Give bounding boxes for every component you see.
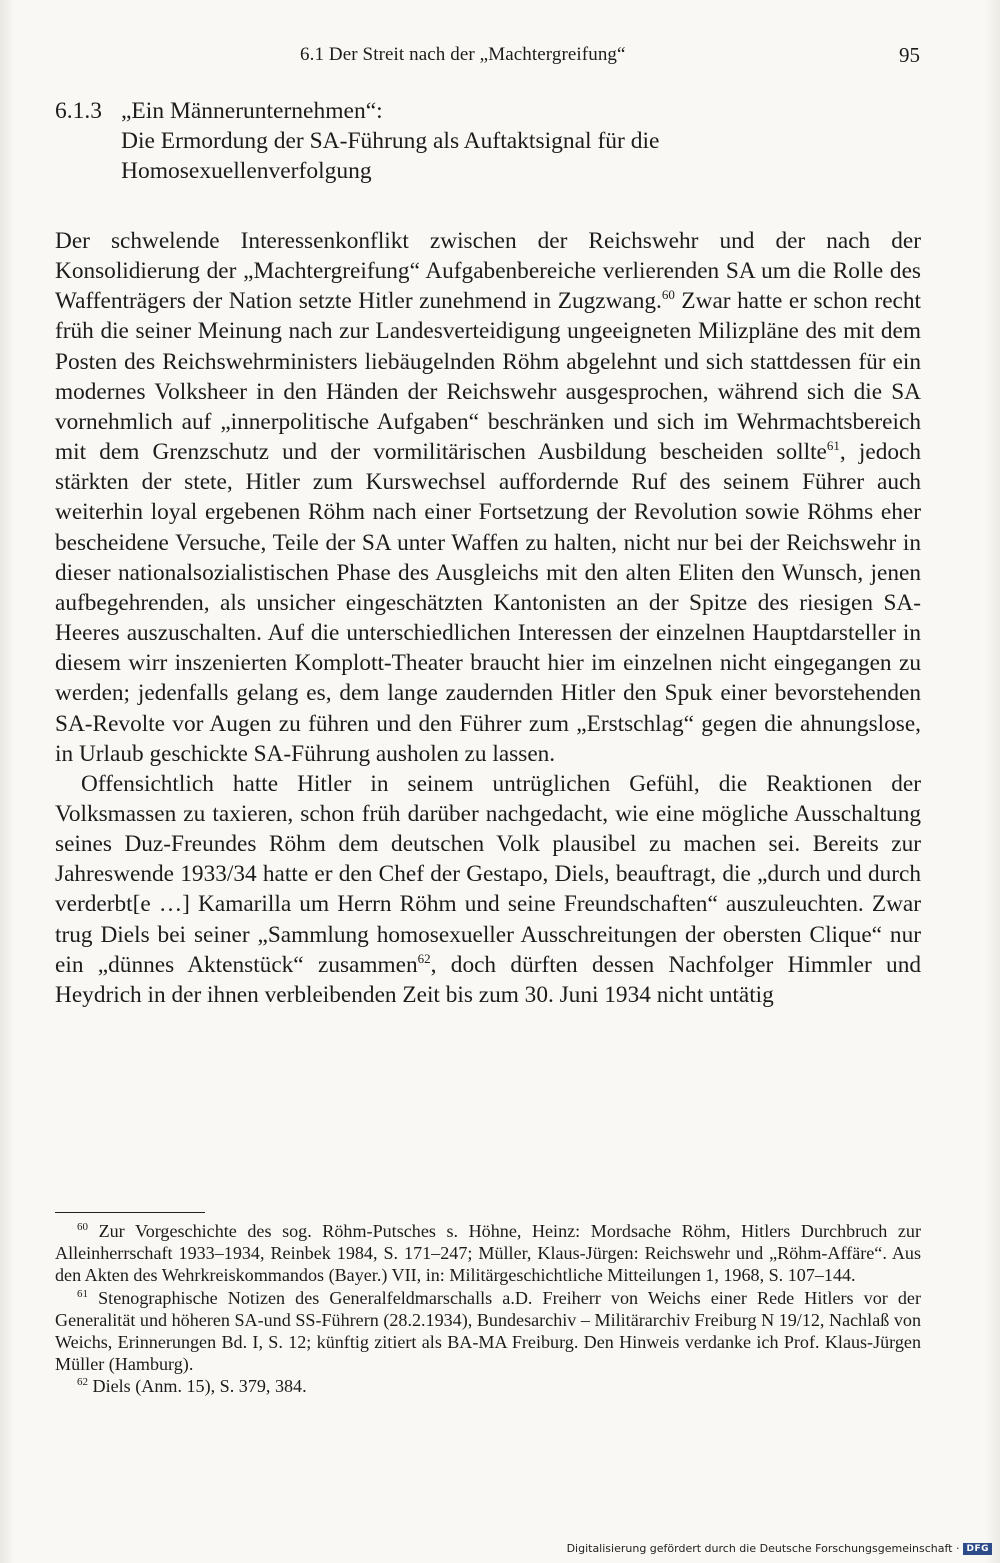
section-number: 6.1.3 bbox=[55, 98, 102, 124]
paragraph-2-part-a: Offensichtlich hatte Hitler in seinem untrüglichen Gefühl, die Reaktionen der Volksmassen zu taxieren, schon früh darüber nachgedacht, wie eine mögliche Ausschaltung seines Duz-Freundes Röhm dem deutschen Volk plausibel zu machen sei. Bereits zur Jahreswende 1933/34 hatte er den Chef der Gestapo, Diels, beauftragt, die „durch und durch verderbt[e …] Kamarilla um Herrn Röhm und seine Freundschaften“ auszuleuchten. Zwar trug Diels bei seiner „Sammlung homosexueller Ausschreitungen der obersten Clique“ nur ein „dünnes Aktenstück“ zusammen bbox=[55, 770, 921, 978]
digitization-credit bbox=[567, 1542, 992, 1555]
footnote-number: 60 bbox=[77, 1221, 88, 1233]
footnote-text: Diels (Anm. 15), S. 379, 384. bbox=[88, 1376, 307, 1397]
dfg-logo-icon: DFG bbox=[963, 1543, 992, 1555]
credit-text: Digitalisierung gefördert durch die Deutsche Forschungsgemeinschaft · bbox=[566, 1542, 960, 1555]
paragraph-1-part-c: , jedoch stärkten der stete, Hitler zum Kurswechsel auffordernde Ruf des seinem Führer auch weiterhin loyal ergebenen Röhm nach einer Fortsetzung der Revolution sowie Röhms eher bescheidene Versuche, Teile der SA unter Waffen zu halten, nicht nur bei der Reichswehr in dieser nationalsozialistischen Phase des Ausgleichs mit den alten Eliten den Wunsch, jenen aufbegehrenden, als unsicher eingeschätzten Kantonisten an der Spitze des riesigen SA-Heeres auszuschalten. Auf die unterschiedlichen Interessen der einzelnen Hauptdarsteller in diesem wirr inszenierten Komplott-Theater braucht hier im einzelnen nicht eingegangen zu werden; jedenfalls gelang es, dem lange zaudernden Hitler den Spuk einer bevorstehenden SA-Revolte vor Augen zu führen und den Führer zum „Erstschlag“ gegen die ahnungslose, in Urlaub geschickte SA-Führung ausholen zu lassen. bbox=[55, 439, 922, 767]
page-number: 95 bbox=[899, 43, 920, 67]
footnote-ref-62: 62 bbox=[417, 950, 431, 966]
running-head bbox=[300, 40, 920, 70]
body-text bbox=[55, 226, 921, 1010]
footnote-60 bbox=[55, 1220, 921, 1287]
section-title-line2: Die Ermordung der SA-Führung als Auftaktsignal für die bbox=[121, 128, 660, 154]
footnote-number: 62 bbox=[77, 1376, 88, 1389]
section-title-line1: „Ein Männerunternehmen“: bbox=[121, 98, 383, 124]
footnote-text: Zur Vorgeschichte des sog. Röhm-Putsches s. Höhne, Heinz: Mordsache Röhm, Hitlers Durchbruch zur Alleinherrschaft 1933–1934, Reinbek 1984, S. 171–247; Müller, Klaus-Jürgen: Reichswehr und „Röhm-Affäre“. Aus den Akten des Wehrkreiskommandos (Bayer.) VII, in: Militärgeschichtliche Mitteilungen 1, 1968, S. 107–144. bbox=[55, 1221, 921, 1286]
section-heading bbox=[55, 96, 915, 186]
footnote-divider bbox=[55, 1212, 205, 1213]
running-head-title: 6.1 Der Streit nach der „Machtergreifung“ bbox=[300, 44, 626, 65]
footnote-number: 61 bbox=[77, 1287, 88, 1300]
paragraph-1-part-a: Der schwelende Interessenkonflikt zwischen der Reichswehr und der nach der Konsolidierung der „Machtergreifung“ Aufgabenbereiche verlierenden SA um die Rolle des Waffenträgers der Nation setzte Hitler zunehmend in Zugzwang. bbox=[55, 228, 921, 315]
footnote-62 bbox=[55, 1375, 921, 1397]
footnote-ref-60: 60 bbox=[661, 287, 675, 303]
section-title-line3: Homosexuellenverfolgung bbox=[121, 158, 372, 184]
footnote-text: Stenographische Notizen des Generalfeldmarschalls a.D. Freiherr von Weichs einer Rede Hitlers vor der Generalität und höheren SA-und SS-Führern (28.2.1934), Bundesarchiv – Militärarchiv Freiburg N 19/12, Nachlaß von Weichs, Erinnerungen Bd. I, S. 12; künftig zitiert als BA-MA Freiburg. Den Hinweis verdanke ich Prof. Klaus-Jürgen Müller (Hamburg). bbox=[55, 1287, 921, 1375]
paragraph-1-part-b: Zwar hatte er schon recht früh die seiner Meinung nach zur Landesverteidigung ungeeigneten Milizpläne des mit dem Posten des Reichswehrministers liebäugelnden Röhm abgelehnt und sich stattdessen für ein modernes Volksheer in den Händen der Reichswehr ausgesprochen, während sich die SA vornehmlich auf „innerpolitische Aufgaben“ beschränken und sich im Wehrmachtsbereich mit dem Grenzschutz und der vormilitärischen Ausbildung bescheiden sollte bbox=[55, 288, 921, 466]
footnotes bbox=[55, 1220, 921, 1398]
footnote-61 bbox=[55, 1287, 921, 1376]
paragraph-2 bbox=[55, 769, 921, 1010]
paragraph-2-part-b: , doch dürften dessen Nachfolger Himmler und Heydrich in der ihnen verbleibenden Zeit bis zum 30. Juni 1934 nicht untätig bbox=[55, 951, 921, 1008]
paragraph-1 bbox=[55, 226, 921, 769]
footnote-ref-61: 61 bbox=[826, 438, 840, 454]
